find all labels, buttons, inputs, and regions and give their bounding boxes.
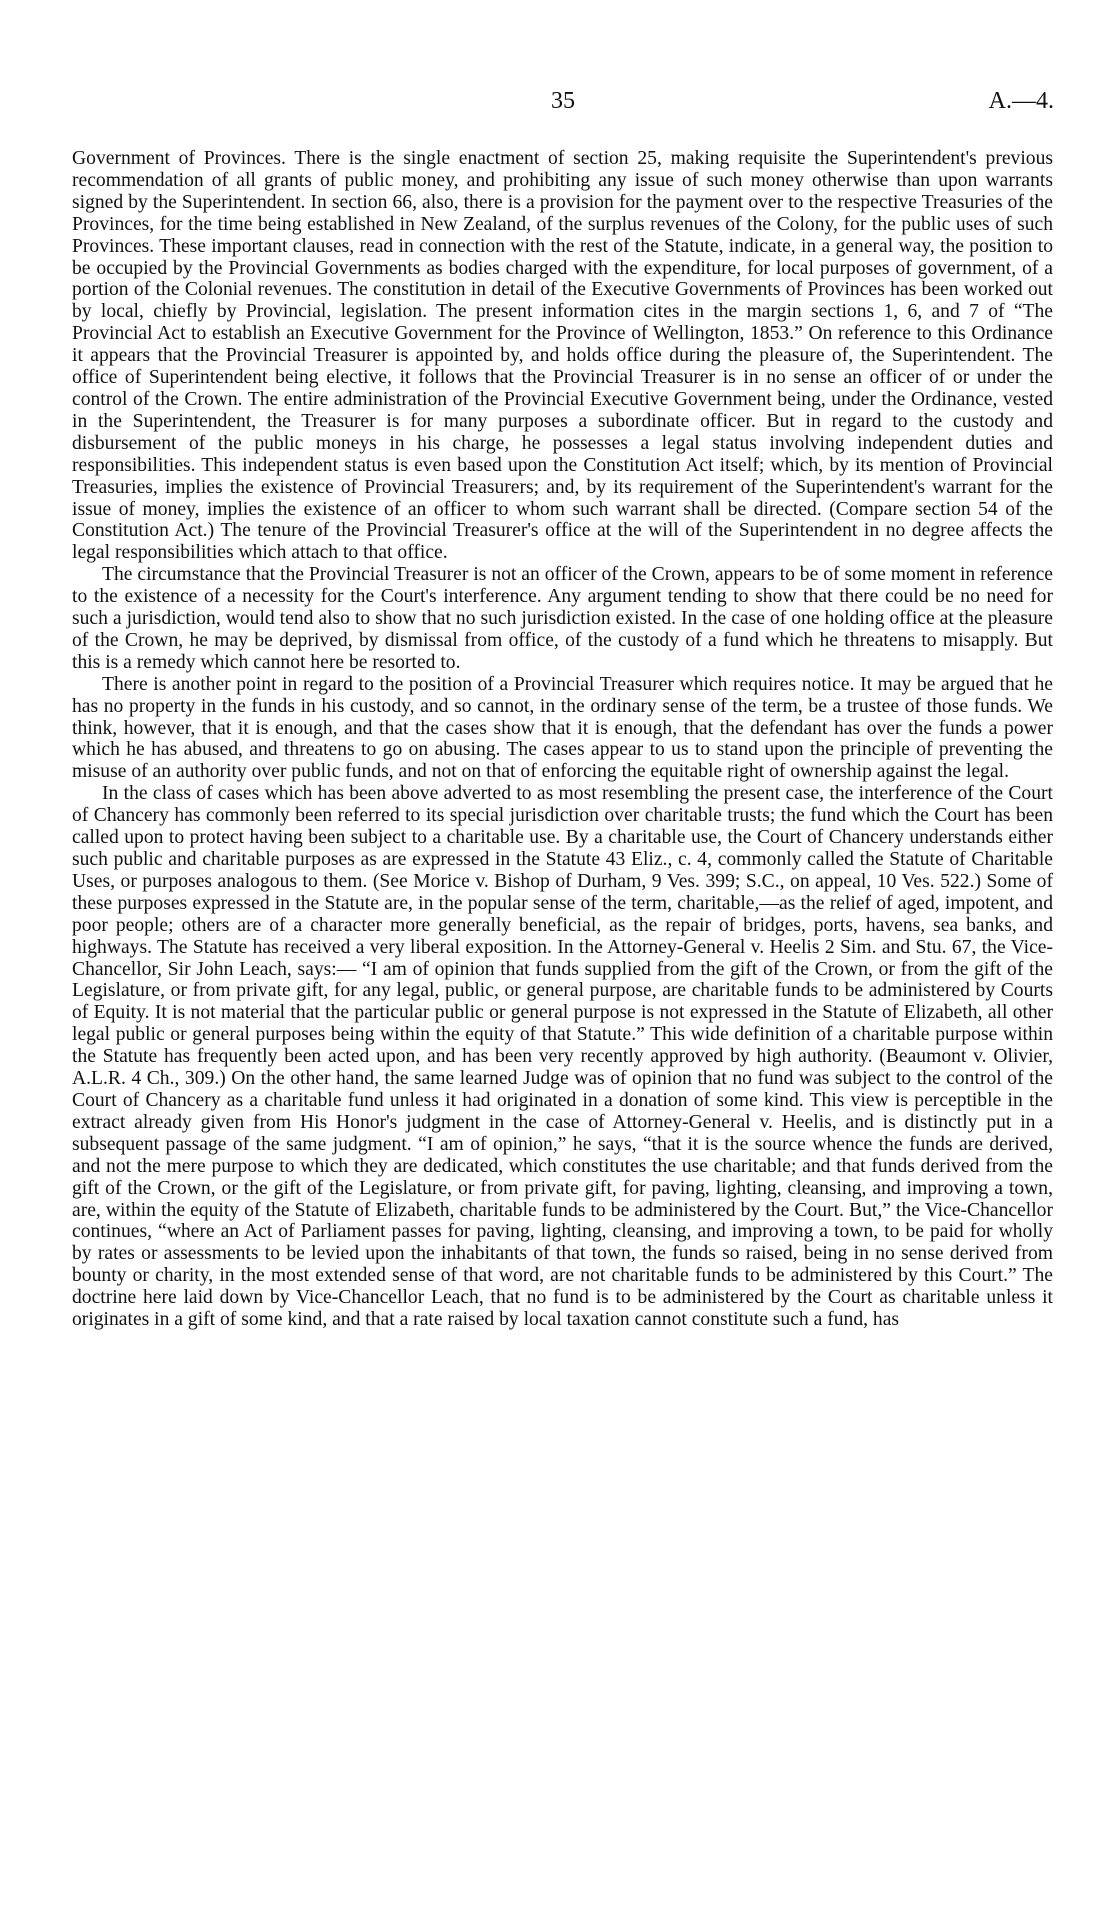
paragraph: In the class of cases which has been above adverted to as most resembling the present case, the interference of the Court of Chancery has commonly been referred to its special jurisdiction over charitable trusts; the fund which the Court has been called upon to protect having been subject to a charitable use. By a charitable use, the Court of Chancery understands either such public and charitable purposes as are expressed in the Statute 43 Eliz., c. 4, commonly called the Statute of Charitable Uses, or purposes analogous to them. (See Morice v. Bishop of Durham, 9 Ves. 399; S.C., on appeal, 10 Ves. 522.) Some of these purposes expressed in the Statute are, in the popular sense of the term, charitable,—as the relief of aged, impotent, and poor people; others are of a character more generally beneficial, as the repair of bridges, ports, havens, sea banks, and highways. The Statute has received a very liberal exposition. In the Attorney-General v. Heelis 2 Sim. and Stu. 67, the Vice-Chancellor, Sir John Leach, says:— “I am of opinion that funds supplied from the gift of the Crown, or from the gift of the Legislature, or from private gift, for any legal, public, or general purpose, are charitable funds to be administered by Courts of Equity. It is not material that the particular public or general purpose is not expressed in the Statute of Elizabeth, all other legal public or general purposes being within the equity of that Statute.” This wide definition of a charitable purpose within the Statute has frequently been acted upon, and has been very recently approved by high authority. (Beaumont v. Olivier, A.L.R. 4 Ch., 309.) On the other hand, the same learned Judge was of opinion that no fund was subject to the control of the Court of Chancery as a charitable fund unless it had originated in a donation of some kind. This view is perceptible in the extract already given from His Honor's judgment in the case of Attorney-General v. Heelis, and is distinctly put in a subsequent passage of the same judgment. “I am of opinion,” he says, “that it is the source whence the funds are derived, and not the mere purpose to which they are dedicated, which constitutes the use charitable; and that funds derived from the gift of the Crown, or the gift of the Legislature, or from private gift, for paving, lighting, cleansing, and improving a town, are, within the equity of the Statute of Elizabeth, charitable funds to be administered by the Court. But,” the Vice-Chancellor continues, “where an Act of Parliament passes for paving, lighting, cleansing, and improving a town, to be paid for wholly by rates or assessments to be levied upon the inhabitants of that town, the funds so raised, being in no sense derived from bounty or charity, in the most extended sense of that word, are not charitable funds to be administered by this Court.” The doctrine here laid down by Vice-Chancellor Leach, that no fund is to be administered by the Court as charitable unless it originates in a gift of some kind, and that a rate raised by local taxation cannot constitute such a fund, has [72,783,1053,1331]
paragraph: Government of Provinces. There is the single enactment of section 25, making requisite the Superintendent's previous recommendation of all grants of public money, and prohibiting any issue of such money otherwise than upon warrants signed by the Superintendent. In section 66, also, there is a provision for the payment over to the respective Treasuries of the Provinces, for the time being established in New Zealand, of the surplus revenues of the Colony, for the public uses of such Provinces. These important clauses, read in connection with the rest of the Statute, indicate, in a general way, the position to be occupied by the Provincial Governments as bodies charged with the expenditure, for local purposes of government, of a portion of the Colonial revenues. The constitution in detail of the Executive Governments of Provinces has been worked out by local, chiefly by Provincial, legislation. The present information cites in the margin sections 1, 6, and 7 of “The Provincial Act to establish an Executive Government for the Province of Wellington, 1853.” On reference to this Ordinance it appears that the Provincial Treasurer is appointed by, and holds office during the pleasure of, the Superintendent. The office of Superintendent being elective, it follows that the Provincial Treasurer is in no sense an officer of or under the control of the Crown. The entire administration of the Provincial Executive Government being, under the Ordinance, vested in the Superintendent, the Treasurer is for many purposes a subordinate officer. But in regard to the custody and disbursement of the public moneys in his charge, he possesses a legal status involving independent duties and responsibilities. This independent status is even based upon the Constitution Act itself; which, by its mention of Provincial Treasuries, implies the existence of Provincial Treasurers; and, by its requirement of the Superintendent's warrant for the issue of money, implies the existence of an officer to whom such warrant shall be directed. (Compare section 54 of the Constitution Act.) The tenure of the Provincial Treasurer's office at the will of the Superintendent in no degree affects the legal responsibilities which attach to that office. [72,148,1053,564]
page-header [72,88,1054,128]
body-text [72,148,1053,1331]
paragraph: The circumstance that the Provincial Treasurer is not an officer of the Crown, appears to be of some moment in reference to the existence of a necessity for the Court's interference. Any argument tending to show that there could be no need for such a jurisdiction, would tend also to show that no such jurisdiction existed. In the case of one holding office at the pleasure of the Crown, he may be deprived, by dismissal from office, of the custody of a fund which he threatens to misapply. But this is a remedy which cannot here be resorted to. [72,564,1053,673]
paragraph: There is another point in regard to the position of a Provincial Treasurer which requires notice. It may be argued that he has no property in the funds in his custody, and so cannot, in the ordinary sense of the term, be a trustee of those funds. We think, however, that it is enough, and that the cases show that it is enough, that the defendant has over the funds a power which he has abused, and threatens to go on abusing. The cases appear to us to stand upon the principle of preventing the misuse of an authority over public funds, and not on that of enforcing the equitable right of ownership against the legal. [72,673,1053,783]
document-reference: A.—4. [988,88,1054,114]
page-number: 35 [551,88,575,114]
